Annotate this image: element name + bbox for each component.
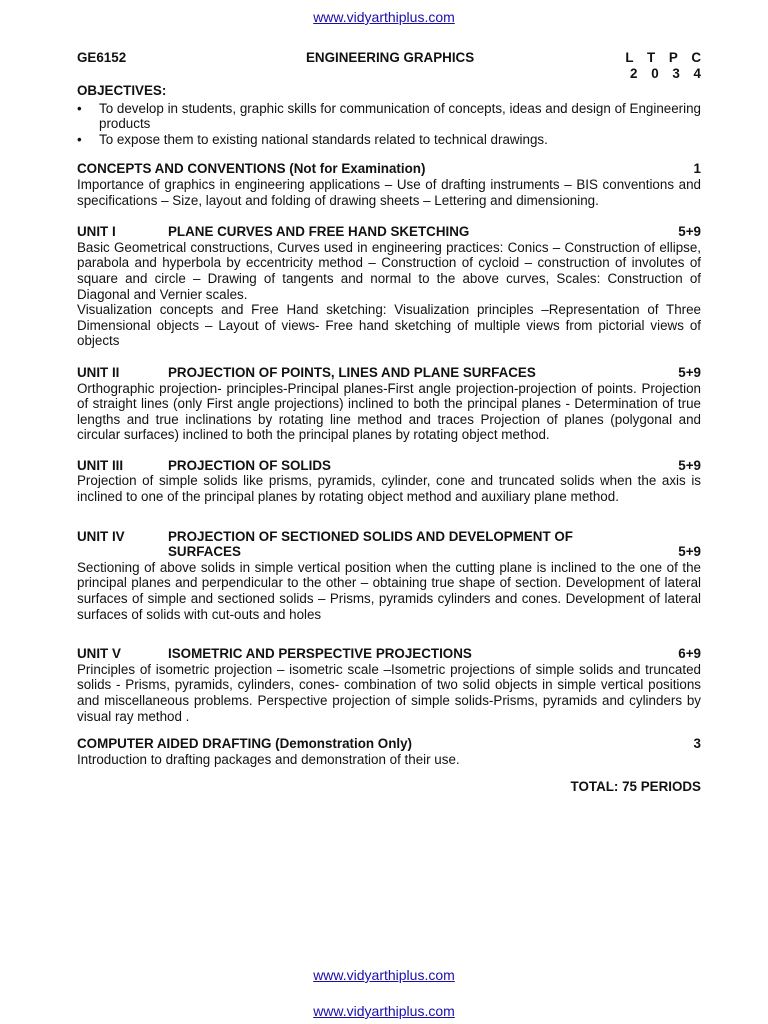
unit-heading — [77, 646, 701, 662]
unit-hours: 5+9 — [678, 224, 701, 240]
unit-number: UNIT III — [77, 457, 124, 473]
site-link-top[interactable]: www.vidyarthiplus.com — [313, 9, 455, 25]
ltpc-block — [625, 50, 706, 82]
footer-link-wrapper — [0, 967, 768, 985]
total-periods: TOTAL: 75 PERIODS — [570, 779, 701, 795]
unit-number: UNIT V — [77, 646, 121, 662]
unit-number: UNIT II — [77, 364, 120, 380]
unit-4-section — [77, 529, 701, 623]
unit-3-section — [77, 458, 701, 505]
unit-title: ISOMETRIC AND PERSPECTIVE PROJECTIONS — [168, 646, 472, 662]
course-header — [77, 48, 706, 81]
cad-hours: 3 — [693, 736, 701, 752]
footer-link-wrapper-2 — [0, 1003, 768, 1021]
unit-text: Sectioning of above solids in simple vertical position when the cutting plane is inclined to the one of the principal planes and perpendicular to the other – obtaining true shape of section. Development of lateral surfaces of simple and sectioned solids – Prisms, pyramids cylinders and cones. Development of lateral surfaces of solids with cut-outs and holes — [77, 559, 701, 622]
unit-title: PROJECTION OF SECTIONED SOLIDS AND DEVELOPMENT OF SURFACES — [168, 528, 573, 560]
header-link-wrapper — [0, 9, 768, 27]
objective-item: • To expose them to existing national standards related to technical drawings. — [77, 132, 701, 148]
unit-heading — [77, 529, 701, 560]
course-title: ENGINEERING GRAPHICS — [306, 50, 475, 65]
unit-heading — [77, 365, 701, 381]
unit-2-section — [77, 365, 701, 443]
cad-title: COMPUTER AIDED DRAFTING (Demonstration Only) — [77, 736, 413, 752]
unit-text: Projection of simple solids like prisms, pyramids, cylinder, cone and truncated solids when the axis is inclined to one of the principal planes by rotating object method and auxiliary plane method. — [77, 473, 701, 505]
unit-title: PROJECTION OF SOLIDS — [168, 457, 331, 473]
unit-text: Orthographic projection- principles-Principal planes-First angle projection-projection of points. Projection of straight lines (only First angle projections) inclined to both the principal planes - Determination of true lengths and true inclinations by rotating line method and traces Projection of planes (polygonal and circular surfaces) inclined to both the principal planes by rotating object method. — [77, 380, 701, 443]
unit-number: UNIT IV — [77, 528, 125, 544]
objective-item: • To develop in students, graphic skills for communication of concepts, ideas and design of Engineering products — [77, 101, 701, 132]
unit-hours: 5+9 — [678, 457, 701, 473]
site-link-bottom-1[interactable]: www.vidyarthiplus.com — [313, 967, 455, 983]
concepts-hours: 1 — [693, 161, 701, 177]
ltpc-labels: L T P C — [625, 50, 706, 65]
syllabus-content — [77, 48, 706, 795]
unit-5-section — [77, 646, 701, 724]
unit-text-2: Visualization concepts and Free Hand sketching: Visualization principles –Representation of Three Dimensional objects – Layout of views- Free hand sketching of multiple views from pictorial views of objects — [77, 302, 701, 349]
cad-section — [77, 736, 701, 767]
unit-heading — [77, 224, 701, 240]
unit-hours: 5+9 — [678, 544, 701, 560]
unit-text: Principles of isometric projection – isometric scale –Isometric projections of simple solids and truncated solids - Prisms, pyramids, cylinders, cones- combination of two solid objects in simple vertical positions and miscellaneous problems. Perspective projection of simple solids-Prisms, pyramids and cylinders by visual ray method . — [77, 661, 701, 724]
unit-title: PLANE CURVES AND FREE HAND SKETCHING — [168, 224, 470, 240]
concepts-text: Importance of graphics in engineering applications – Use of drafting instruments – BIS conventions and specifications – Size, layout and folding of drawing sheets – Lettering and dimensioning. — [77, 176, 701, 208]
objectives-list — [77, 101, 701, 148]
concepts-heading — [77, 161, 701, 177]
unit-title: PROJECTION OF POINTS, LINES AND PLANE SURFACES — [168, 364, 536, 380]
concepts-section — [77, 161, 701, 208]
unit-hours: 6+9 — [678, 646, 701, 662]
site-link-bottom-2[interactable]: www.vidyarthiplus.com — [313, 1003, 455, 1019]
unit-number: UNIT I — [77, 224, 116, 240]
concepts-title: CONCEPTS AND CONVENTIONS (Not for Examination) — [77, 161, 426, 177]
unit-hours: 5+9 — [678, 364, 701, 380]
course-code: GE6152 — [77, 50, 127, 65]
ltpc-values: 2 0 3 4 — [630, 66, 706, 81]
cad-heading — [77, 736, 701, 752]
cad-text: Introduction to drafting packages and demonstration of their use. — [77, 751, 460, 767]
objectives-section — [77, 83, 701, 147]
unit-heading — [77, 458, 701, 474]
unit-1-section — [77, 224, 701, 349]
objectives-heading: OBJECTIVES: — [77, 83, 167, 98]
unit-text: Basic Geometrical constructions, Curves used in engineering practices: Conics – Construction of ellipse, parabola and hyperbola by eccentricity method – Construction of cycloid – construction of involutes of square and circle – Drawing of tangents and normal to the above curves, Scales: Construction of Diagonal and Vernier scales. — [77, 239, 701, 302]
